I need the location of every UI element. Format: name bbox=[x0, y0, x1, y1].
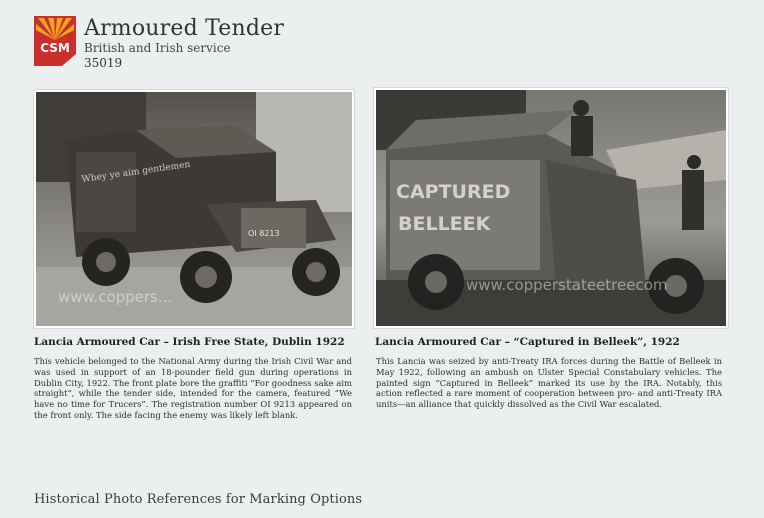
photo-belleek-lancia bbox=[374, 88, 728, 328]
photo-dublin-lancia bbox=[34, 90, 354, 328]
belleek-text: BELLEEK bbox=[398, 213, 491, 235]
page-subtitle: British and Irish service bbox=[84, 41, 231, 55]
watermark: www.copperstateetreecom bbox=[466, 276, 668, 294]
side-graffiti: Whey ye aim gentlemen bbox=[81, 159, 191, 185]
captured-text: CAPTURED bbox=[396, 181, 511, 203]
footer-note: Historical Photo References for Marking Options bbox=[34, 492, 363, 507]
watermark: www.coppers... bbox=[58, 288, 173, 306]
caption-body-dublin: This vehicle belonged to the National Army during the Irish Civil War and was used in support of an 18-pounder field gun during operations in Dublin City, 1922. The front plate bore the graffiti “For goodness sake aim straight”, while the tender side, intended for the camera, featured “We have no time for Trucers”. The registration number OI 9213 appeared on the front only. The side facing the enemy was likely left blank. bbox=[34, 356, 352, 420]
caption-body-belleek: This Lancia was seized by anti-Treaty IRA forces during the Battle of Belleek in May 1922, following an ambush on Ulster Special Constabulary vehicles. The painted sign “Captured in Belleek” marked its use by the IRA. Notably, this action reflected a rare moment of cooperation between pro- and anti-Treaty IRA units—an alliance that quickly dissolved as the Civil War escalated. bbox=[376, 356, 722, 410]
caption-title-dublin: Lancia Armoured Car – Irish Free State, Dublin 1922 bbox=[34, 336, 345, 348]
caption-title-belleek: Lancia Armoured Car – “Captured in Belleek”, 1922 bbox=[375, 336, 680, 348]
registration-plate: OI 8213 bbox=[248, 229, 280, 238]
page-title: Armoured Tender bbox=[84, 16, 285, 41]
csm-logo bbox=[34, 16, 76, 66]
logo-text: CSM bbox=[40, 41, 70, 55]
product-code: 35019 bbox=[84, 56, 123, 70]
